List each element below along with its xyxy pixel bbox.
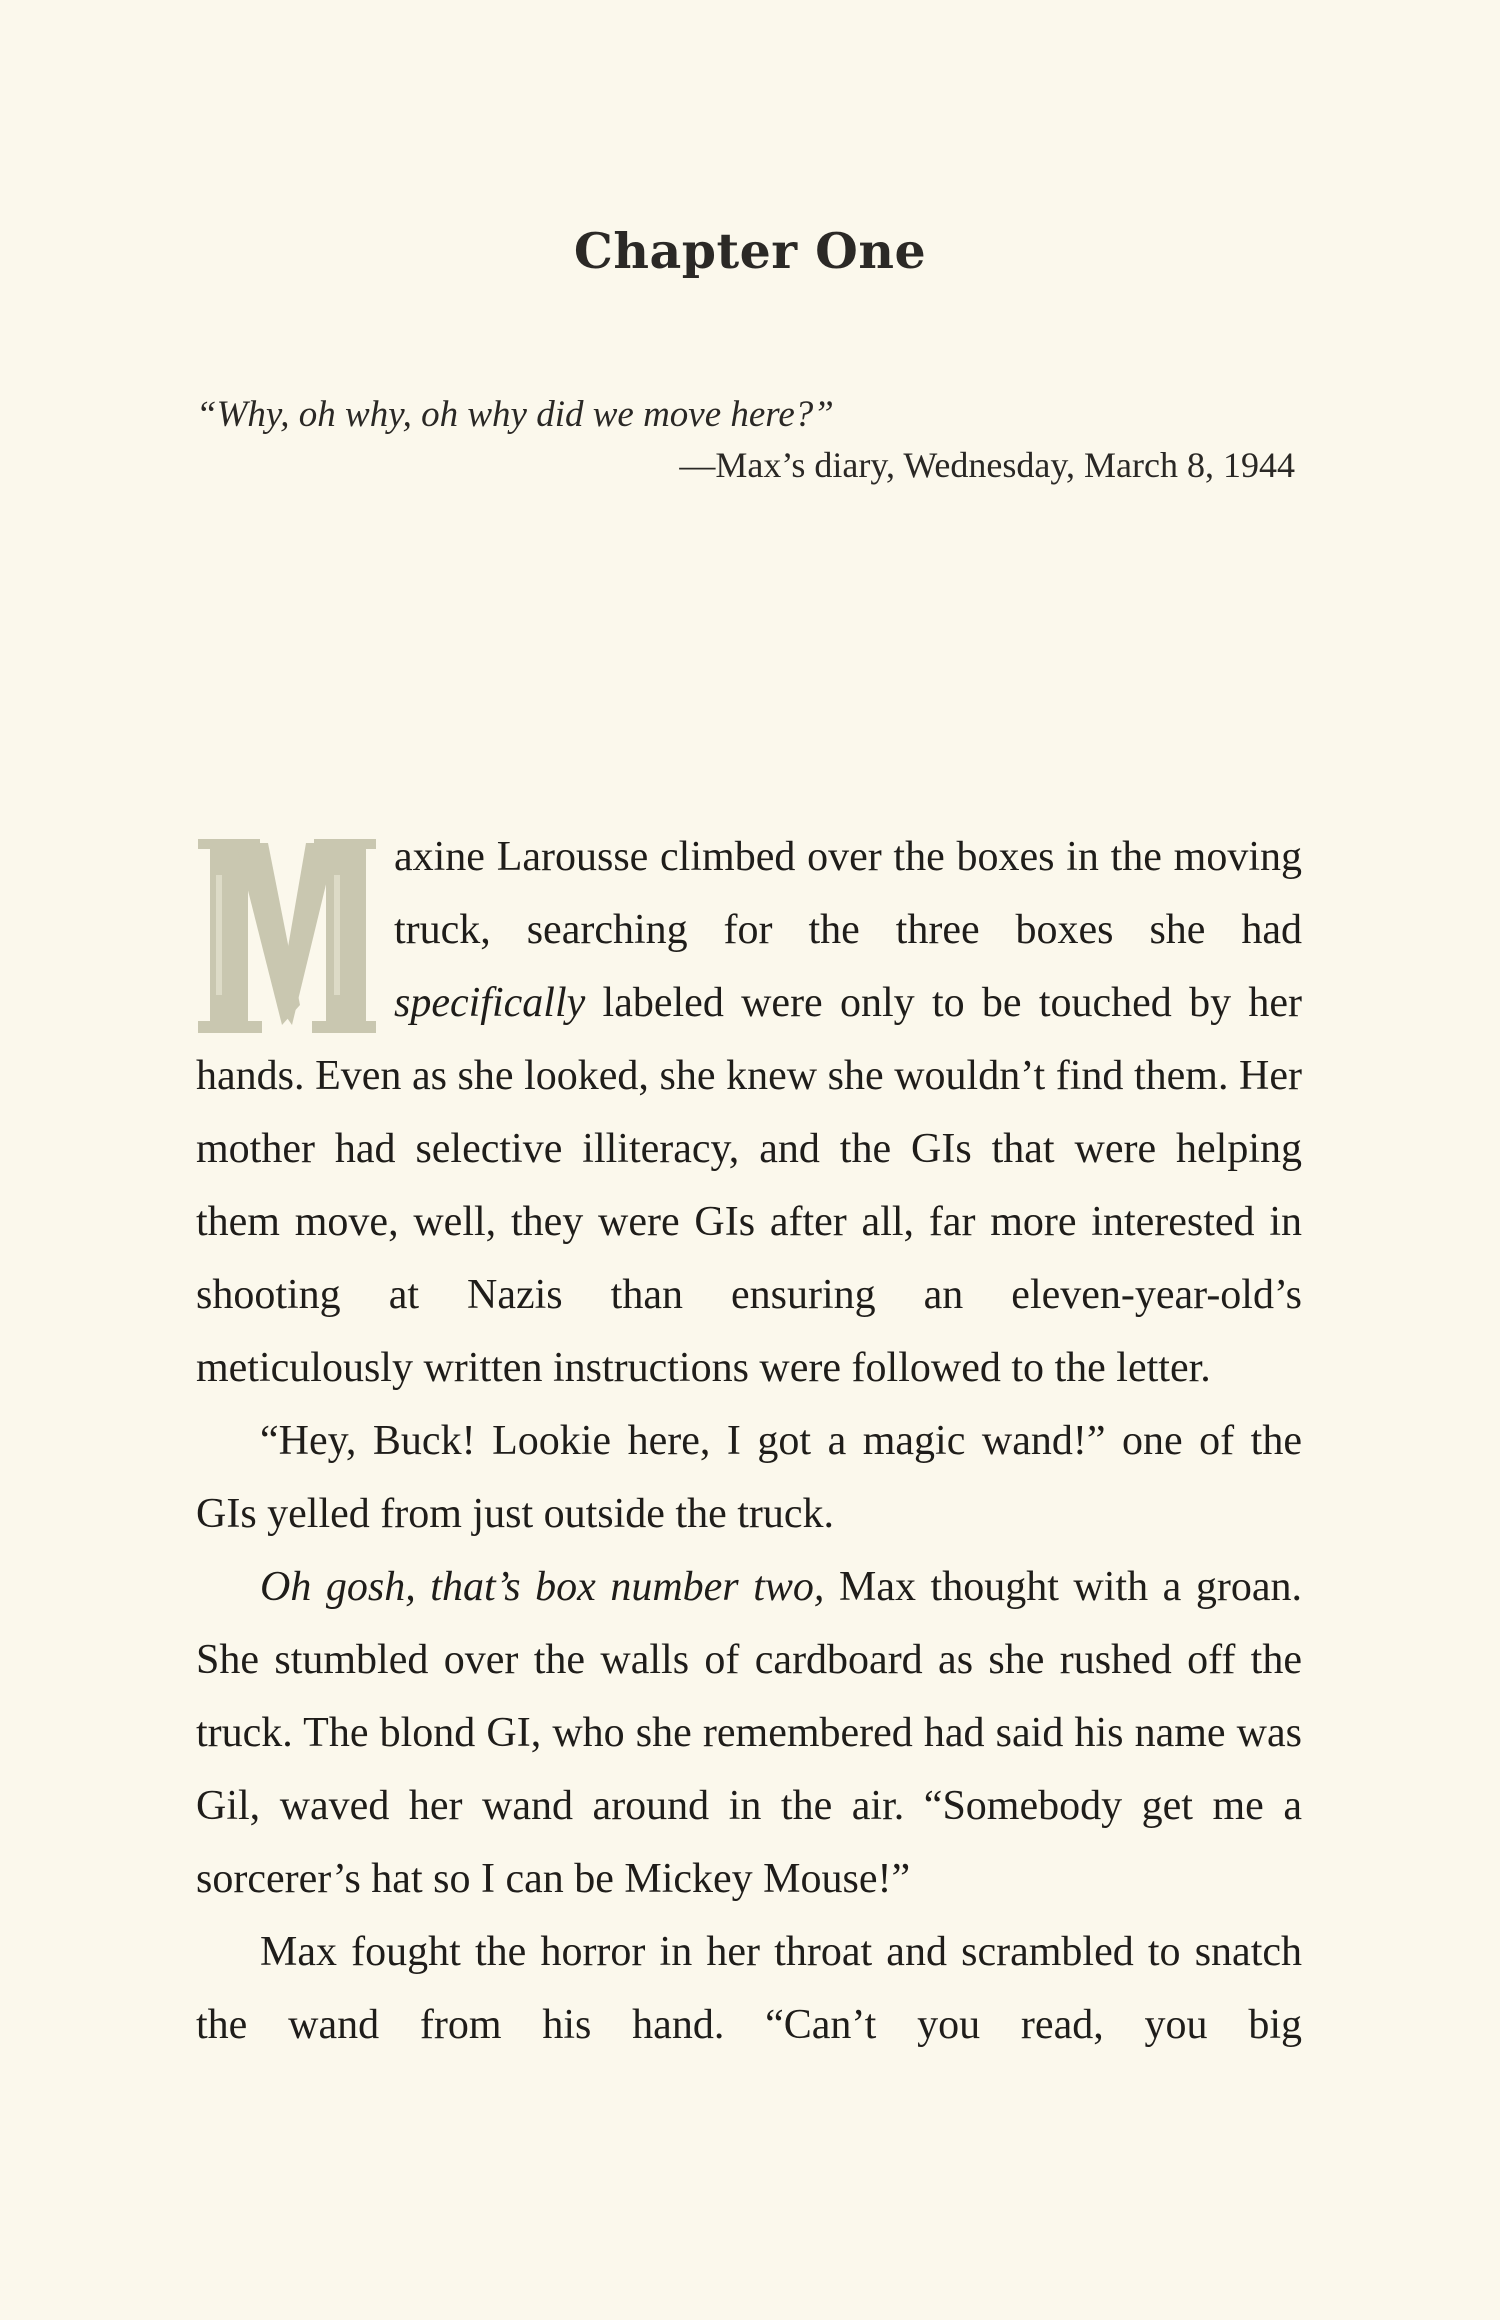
paragraph-3 xyxy=(196,1551,1302,1916)
drop-cap-m-image xyxy=(196,835,376,1040)
paragraph-4: Max fought the horror in her throat and scrambled to snatch the wand from his hand. “Can’t you read, you big xyxy=(196,1929,1302,2048)
paragraph-3-thought: Oh gosh, that’s box number two, xyxy=(260,1564,825,1610)
paragraph-1 xyxy=(196,821,1302,1405)
drop-cap-m xyxy=(196,835,376,1040)
paragraph-1-text-a: axine Larousse climbed over the boxes in the moving truck, searching for the three boxes she had xyxy=(394,834,1302,953)
epigraph-quote: “Why, oh why, oh why did we move here?” xyxy=(196,394,834,435)
epigraph-attribution: —Max’s diary, Wednesday, March 8, 1944 xyxy=(679,445,1295,485)
paragraph-1-emphasis: specifically xyxy=(394,980,586,1026)
chapter-body xyxy=(196,821,1302,2062)
paragraph-3-text: Max thought with a groan. She stumbled over the walls of cardboard as she rushed off the truck. The blond GI, who she remembered had said his name was Gil, waved her wand around in the air. “Somebody get me a sorcerer’s hat so I can be Mickey Mouse!” xyxy=(196,1564,1302,1902)
paragraph-1-text-c: labeled were only to be touched by her hands. Even as she looked, she knew she wouldn’t find them. Her mother had selective illiteracy, and the GIs that were helping them move, well, they were GIs after all, far more interested in shooting at Nazis than ensuring an eleven-year-old’s meticulously written instructions were followed to the letter. xyxy=(196,980,1302,1391)
chapter-title: Chapter One xyxy=(573,222,927,280)
paragraph-2: “Hey, Buck! Lookie here, I got a magic wand!” one of the GIs yelled from just outside the truck. xyxy=(196,1418,1302,1537)
